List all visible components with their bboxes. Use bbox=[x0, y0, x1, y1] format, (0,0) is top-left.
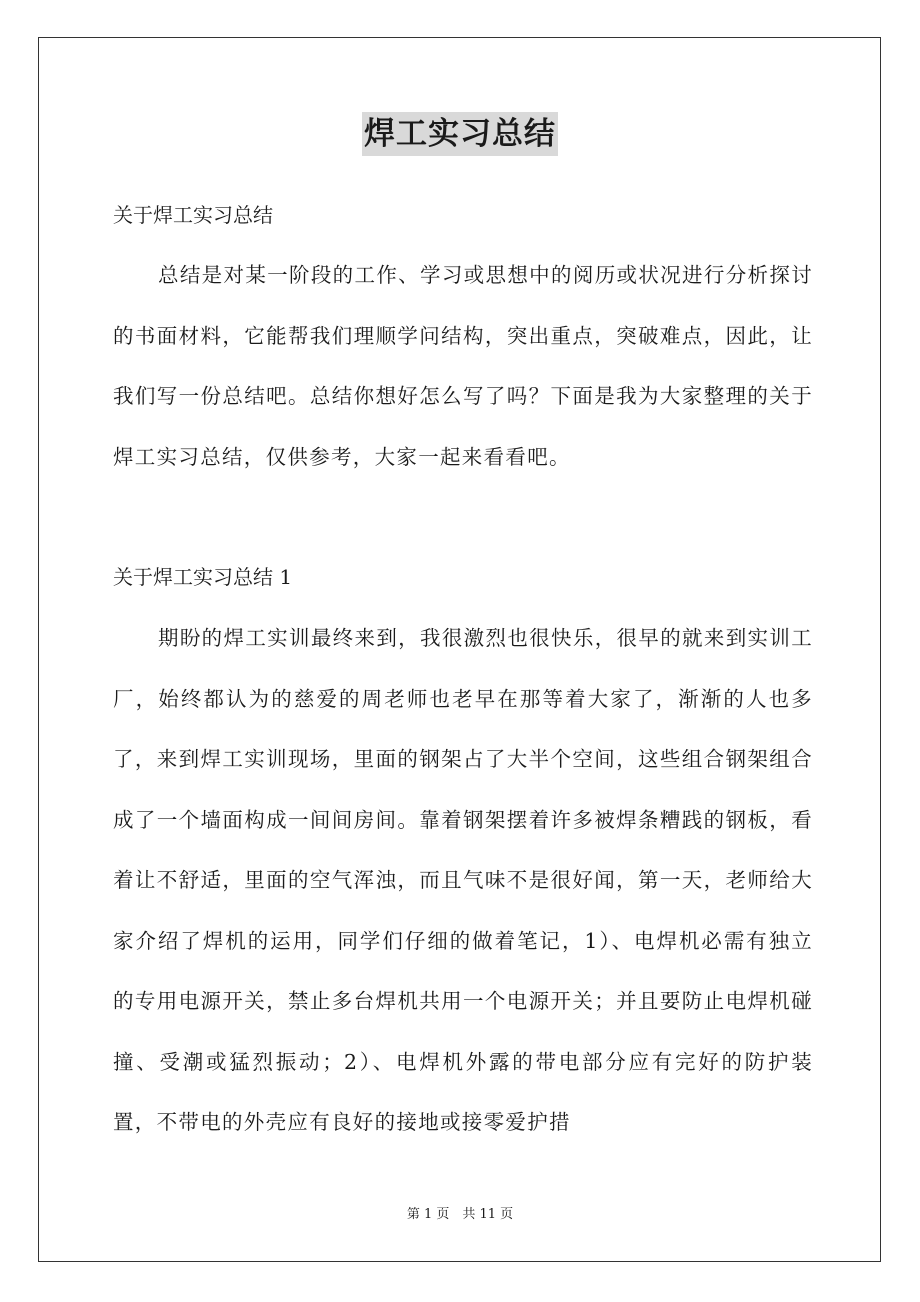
title-container bbox=[0, 112, 920, 156]
document-title: 焊工实习总结 bbox=[362, 112, 558, 156]
intro-heading: 关于焊工实习总结 bbox=[113, 203, 273, 227]
intro-paragraph: 总结是对某一阶段的工作、学习或思想中的阅历或状况进行分析探讨的书面材料，它能帮我们理顺学问结构，突出重点，突破难点，因此，让我们写一份总结吧。总结你想好怎么写了吗？下面是我为大家整理的关于焊工实习总结，仅供参考，大家一起来看看吧。 bbox=[113, 263, 813, 469]
page-footer: 第 1 页 共 11 页 bbox=[406, 1207, 514, 1222]
section-paragraph: 期盼的焊工实训最终来到，我很激烈也很快乐，很早的就来到实训工厂，始终都认为的慈爱的周老师也老早在那等着大家了，渐渐的人也多了，来到焊工实训现场，里面的钢架占了大半个空间，这些组合钢架组合成了一个墙面构成一间间房间。靠着钢架摆着许多被焊条糟践的钢板，看着让不舒适，里面的空气浑浊，而且气味不是很好闻，第一天，老师给大家介绍了焊机的运用，同学们仔细的做着笔记，1）、电焊机必需有独立的专用电源开关，禁止多台焊机共用一个电源开关；并且要防止电焊机碰撞、受潮或猛烈振动；2）、电焊机外露的带电部分应有完好的防护装置，不带电的外壳应有良好的接地或接零爱护措 bbox=[113, 626, 813, 1134]
section-heading: 关于焊工实习总结 1 bbox=[113, 565, 293, 589]
